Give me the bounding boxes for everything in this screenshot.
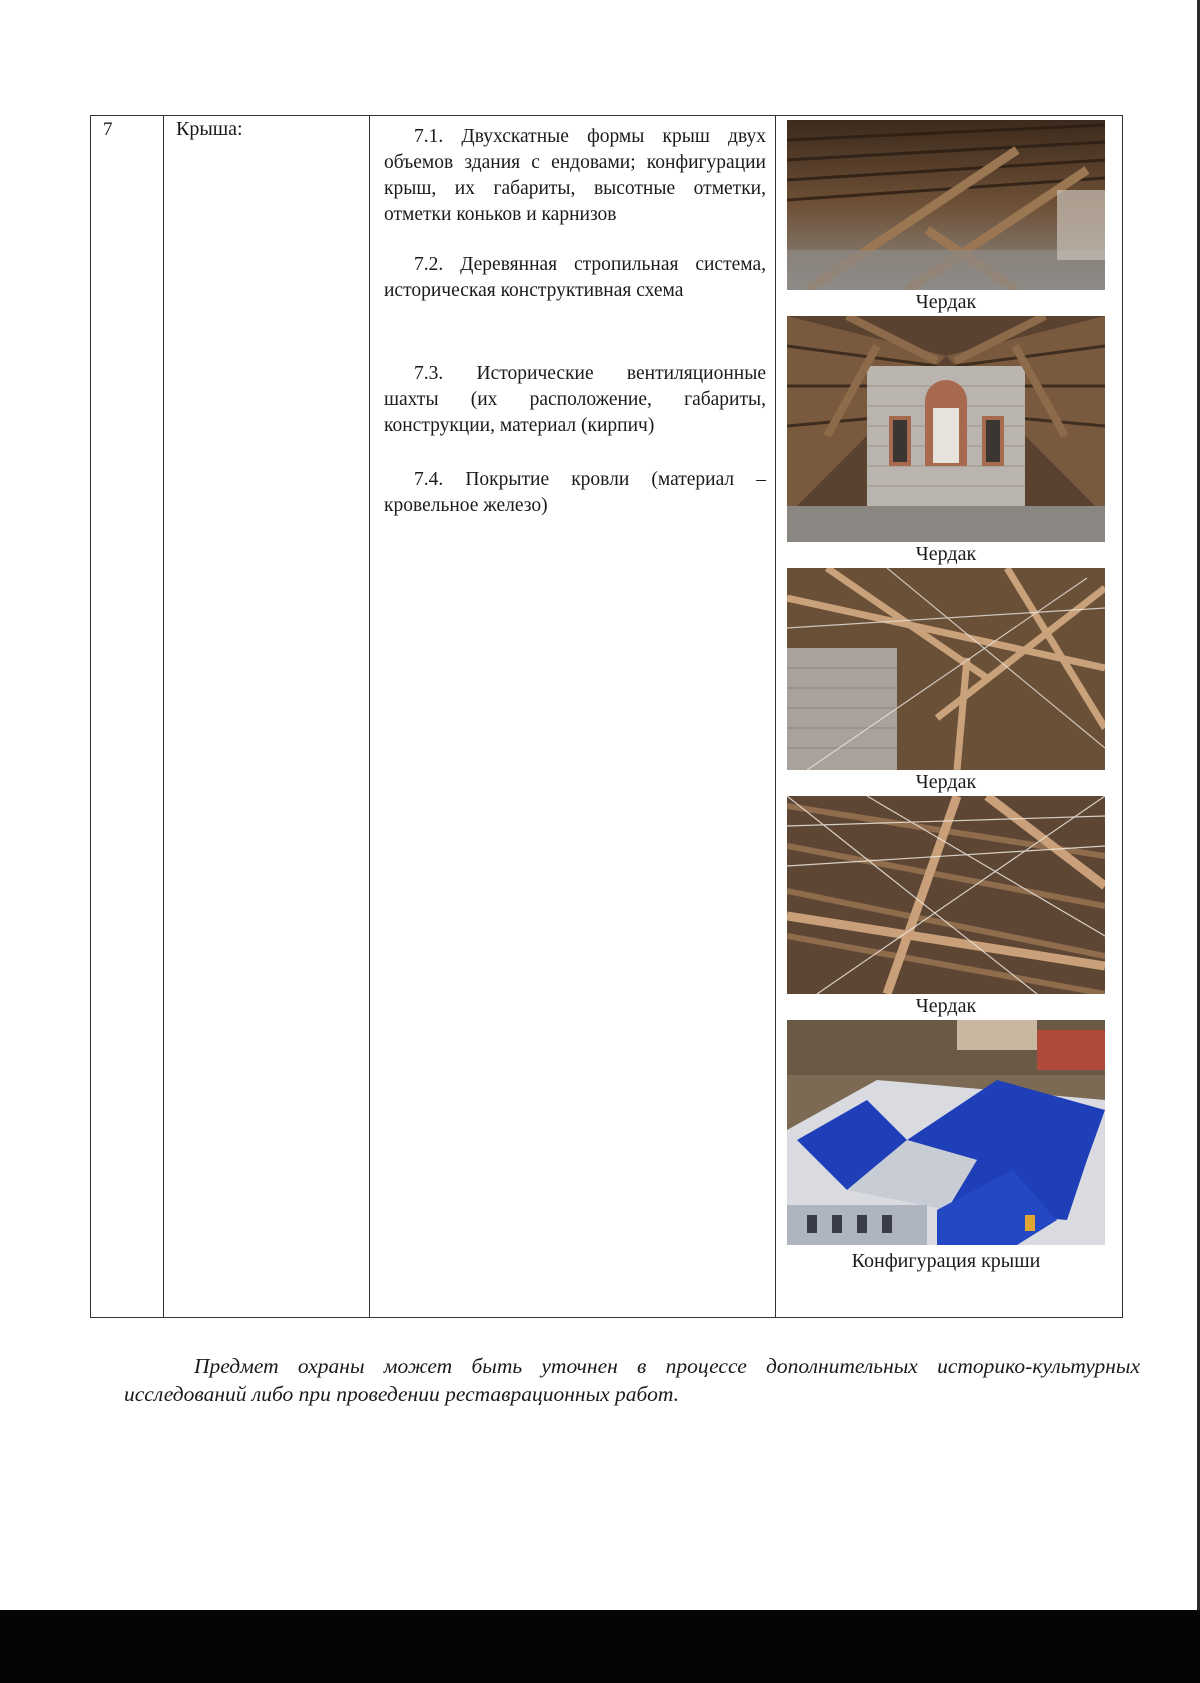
photo-caption-1: Чердак	[915, 291, 977, 313]
scan-border	[0, 1610, 1200, 1683]
photo-caption-5: Конфигурация крыши	[851, 1250, 1041, 1272]
item-7-1: 7.1. Двухскатные формы крыш двух объемов здания с ендовами; конфигурации крыш, их габариты, высотные отметки, отметки коньков и карнизов	[384, 126, 766, 225]
photo-caption-3: Чердак	[915, 771, 977, 793]
protection-table	[90, 115, 1123, 1318]
photo-caption-4: Чердак	[915, 995, 977, 1017]
row-number: 7	[103, 119, 113, 140]
item-7-2: 7.2. Деревянная стропильная система, историческая конструктивная схема	[384, 254, 766, 301]
description-cell	[370, 116, 776, 1318]
attic-photo-4	[787, 796, 1105, 994]
item-7-3: 7.3. Исторические вентиляционные шахты (их расположение, габариты, конструкции, материал (кирпич)	[384, 363, 766, 436]
photo-cell	[776, 116, 1123, 1318]
photo-caption-2: Чердак	[915, 543, 977, 565]
attic-photo-1	[787, 120, 1105, 290]
row-name: Крыша:	[176, 118, 243, 140]
footnote-text: Предмет охраны может быть уточнен в процессе дополнительных историко-культурных исследований либо при проведении реставрационных работ.	[124, 1354, 1140, 1406]
attic-photo-3	[787, 568, 1105, 770]
roof-aerial-photo	[787, 1020, 1105, 1245]
item-7-4: 7.4. Покрытие кровли (материал – кровельное железо)	[384, 469, 766, 516]
attic-photo-2	[787, 316, 1105, 542]
row-name-cell	[164, 116, 370, 1318]
row-number-cell	[91, 116, 164, 1318]
table-row	[91, 116, 1123, 1318]
footnote	[124, 1352, 1140, 1408]
